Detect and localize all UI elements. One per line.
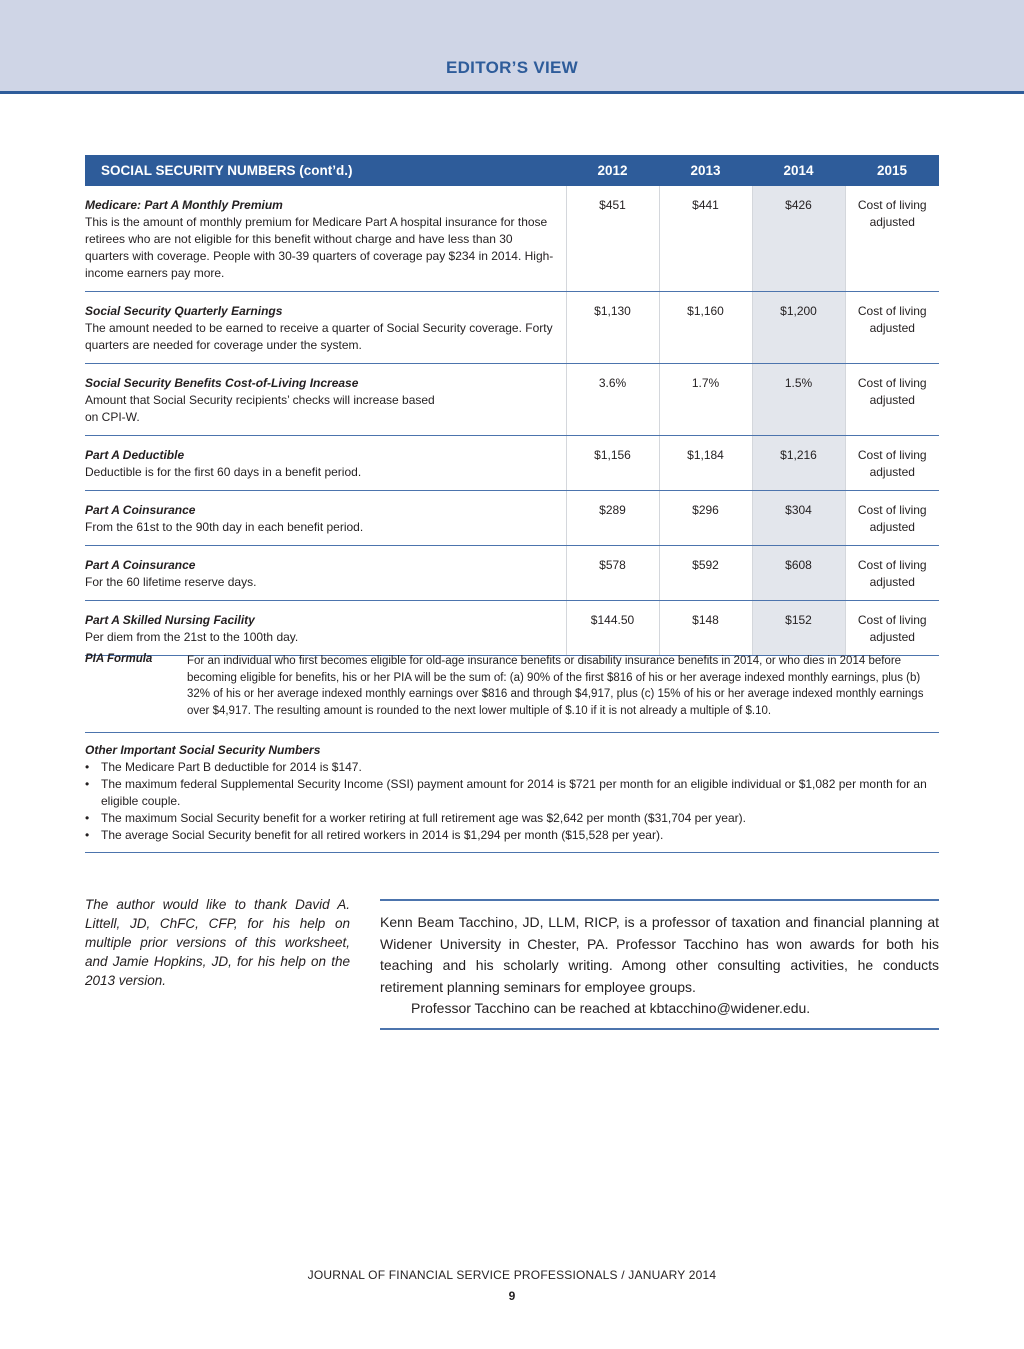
value-2015: Cost of living adjusted [845, 292, 939, 364]
value-2015: Cost of living adjusted [845, 491, 939, 546]
social-security-table [85, 155, 939, 656]
bullet-icon: • [85, 828, 90, 842]
row-description: From the 61st to the 90th day in each benefit period. [85, 520, 364, 534]
value-2012: 3.6% [566, 364, 659, 436]
list-item [85, 776, 939, 810]
list-item [85, 810, 939, 827]
row-title: Part A Coinsurance [85, 503, 196, 517]
value-2012: $451 [566, 186, 659, 292]
value-2013: $148 [659, 601, 752, 656]
row-description-cell [85, 186, 566, 292]
value-2014: 1.5% [752, 364, 845, 436]
year-2013-header: 2013 [659, 155, 752, 186]
value-2015: Cost of living adjusted [845, 186, 939, 292]
value-2015: Cost of living adjusted [845, 364, 939, 436]
row-title: Part A Deductible [85, 448, 185, 462]
value-2014: $304 [752, 491, 845, 546]
table-row [85, 292, 939, 364]
value-2015: Cost of living adjusted [845, 436, 939, 491]
row-description: For the 60 lifetime reserve days. [85, 575, 257, 589]
other-numbers-section [85, 742, 939, 844]
row-title: Social Security Benefits Cost-of-Living Increase [85, 376, 359, 390]
header-band [0, 0, 1024, 94]
list-item-text: The average Social Security benefit for all retired workers in 2014 is $1,294 per month ($15,528 per year). [101, 828, 664, 842]
row-description: Deductible is for the first 60 days in a benefit period. [85, 465, 362, 479]
table-row [85, 491, 939, 546]
list-item-text: The maximum Social Security benefit for a worker retiring at full retirement age was $2,642 per month ($31,704 per year). [101, 811, 746, 825]
row-title: Part A Skilled Nursing Facility [85, 613, 255, 627]
row-description-cell [85, 364, 566, 436]
bullet-icon: • [85, 777, 90, 791]
year-2014-header: 2014 [752, 155, 845, 186]
section-title: EDITOR’S VIEW [445, 58, 579, 77]
value-2013: $1,184 [659, 436, 752, 491]
row-description-cell [85, 436, 566, 491]
pia-formula-label: PIA Formula [85, 653, 153, 665]
row-description-cell [85, 601, 566, 656]
page-number: 9 [508, 1289, 516, 1303]
value-2015: Cost of living adjusted [845, 546, 939, 601]
row-description: Amount that Social Security recipients’ checks will increase based on CPI-W. [85, 393, 435, 424]
footer-journal: JOURNAL OF FINANCIAL SERVICE PROFESSIONALS / JANUARY 2014 [307, 1268, 717, 1282]
value-2013: $441 [659, 186, 752, 292]
year-2015-header: 2015 [845, 155, 939, 186]
value-2013: $296 [659, 491, 752, 546]
value-2014: $608 [752, 546, 845, 601]
table-row [85, 364, 939, 436]
acknowledgment: The author would like to thank David A. Littell, JD, ChFC, CFP, for his help on multiple prior versions of this worksheet, and Jamie Hopkins, JD, for his help on the 2013 version. [85, 897, 350, 988]
row-description-cell [85, 292, 566, 364]
list-item-text: The maximum federal Supplemental Security Income (SSI) payment amount for 2014 is $721 per month for an eligible individual or $1,082 per month for an eligible couple. [101, 777, 927, 808]
row-description: The amount needed to be earned to receive a quarter of Social Security coverage. Forty quarters are needed for coverage under the system. [85, 321, 553, 352]
row-description: This is the amount of monthly premium for Medicare Part A hospital insurance for those retirees who are not eligible for this benefit without charge and have less than 30 quarters with coverage. People with 30-39 quarters of coverage pay $234 in 2014. High-income earners pay more. [85, 215, 554, 280]
table-row [85, 436, 939, 491]
bio-bottom-rule [380, 1028, 939, 1030]
other-numbers-title: Other Important Social Security Numbers [85, 743, 321, 757]
row-title: Part A Coinsurance [85, 558, 196, 572]
pia-formula-text: For an individual who first becomes eligible for old-age insurance benefits or disability insurance benefits in 2014, or who dies in 2014 before becoming eligible for benefits, his or her PIA will be the sum of: (a) 90% of the first $816 of his or her average indexed monthly earnings, plus (b) 32% of his or her average indexed monthly earnings over $816 and through $4,917, plus (c) 15% of his or her average indexed monthly earnings over $4,917. The resulting amount is rounded to the next lower multiple of $.10 if it is not already a multiple of $.10. [187, 655, 924, 717]
section-divider [85, 852, 939, 853]
bullet-icon: • [85, 811, 90, 825]
year-2012-header: 2012 [566, 155, 659, 186]
value-2013: 1.7% [659, 364, 752, 436]
list-item-text: The Medicare Part B deductible for 2014 is $147. [101, 760, 362, 774]
value-2014: $1,200 [752, 292, 845, 364]
list-item [85, 759, 939, 776]
table-row [85, 546, 939, 601]
value-2015: Cost of living adjusted [845, 601, 939, 656]
bio-paragraph: Kenn Beam Tacchino, JD, LLM, RICP, is a professor of taxation and financial planning at Widener University in Chester, PA. Professor Tacchino has won awards for both his teaching and his scholarly writing. Among other consulting activities, he conducts retirement planning seminars for employee groups. [380, 914, 939, 995]
table-row [85, 186, 939, 292]
row-title: Medicare: Part A Monthly Premium [85, 198, 283, 212]
row-description-cell [85, 491, 566, 546]
value-2012: $1,130 [566, 292, 659, 364]
table-title: SOCIAL SECURITY NUMBERS (cont’d.) [85, 155, 566, 186]
author-bio [380, 912, 939, 1020]
section-divider [85, 732, 939, 733]
bullet-icon: • [85, 760, 90, 774]
value-2014: $426 [752, 186, 845, 292]
table-row [85, 601, 939, 656]
row-title: Social Security Quarterly Earnings [85, 304, 283, 318]
table-header-row [85, 155, 939, 186]
row-description-cell [85, 546, 566, 601]
list-item [85, 827, 939, 844]
value-2013: $592 [659, 546, 752, 601]
other-numbers-list [85, 759, 939, 844]
value-2012: $578 [566, 546, 659, 601]
bio-contact: Professor Tacchino can be reached at kbtacchino@widener.edu. [411, 1000, 811, 1016]
value-2014: $152 [752, 601, 845, 656]
value-2013: $1,160 [659, 292, 752, 364]
row-description: Per diem from the 21st to the 100th day. [85, 630, 299, 644]
value-2012: $1,156 [566, 436, 659, 491]
value-2014: $1,216 [752, 436, 845, 491]
value-2012: $289 [566, 491, 659, 546]
bio-top-rule [380, 899, 939, 901]
value-2012: $144.50 [566, 601, 659, 656]
